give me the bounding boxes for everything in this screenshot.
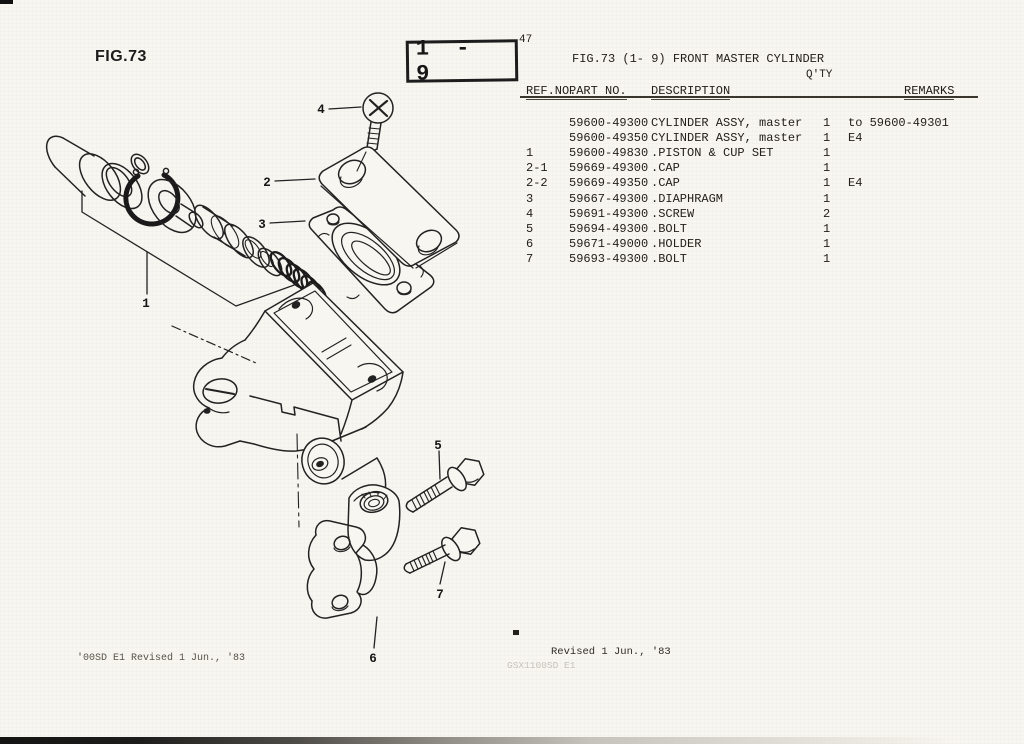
parts-table-body bbox=[520, 116, 978, 267]
table-row bbox=[520, 146, 978, 161]
cell-part: 59694-49300 bbox=[569, 221, 649, 236]
tube-end bbox=[47, 136, 63, 167]
leader-line-2 bbox=[275, 179, 315, 181]
ref-range-stamp bbox=[406, 35, 519, 87]
cell-desc: .BOLT bbox=[651, 251, 688, 266]
callout-1: 1 bbox=[142, 297, 150, 311]
header-part-no: PART NO. bbox=[569, 84, 627, 98]
cell-qty: 1 bbox=[823, 176, 831, 191]
qty-column-header: Q'TY bbox=[806, 69, 833, 81]
callout-2: 2 bbox=[263, 176, 271, 190]
cell-part: 59691-49300 bbox=[569, 206, 649, 221]
leader-line-4 bbox=[329, 107, 361, 109]
cell-desc: CYLINDER ASSY, master bbox=[651, 131, 803, 146]
cell-desc: CYLINDER ASSY, master bbox=[651, 116, 803, 131]
table-row bbox=[520, 222, 978, 237]
cell-ref: 4 bbox=[526, 206, 534, 221]
cell-remarks bbox=[848, 252, 978, 267]
callout-6: 6 bbox=[369, 652, 377, 666]
cell-part: 59600-49350 bbox=[569, 131, 649, 146]
cell-part: 59693-49300 bbox=[569, 251, 649, 266]
table-row bbox=[520, 176, 978, 191]
header-description: DESCRIPTION bbox=[651, 84, 731, 98]
figure-label: FIG.73 bbox=[95, 48, 147, 65]
master-cylinder-body bbox=[194, 283, 403, 560]
cell-remarks: E4 bbox=[848, 131, 863, 146]
snap-ring bbox=[126, 175, 178, 224]
page-number: 47 bbox=[519, 34, 533, 46]
cell-desc: .DIAPHRAGM bbox=[651, 191, 724, 206]
part-screw bbox=[363, 93, 393, 150]
cell-remarks bbox=[848, 207, 978, 222]
header-ref-no: REF.NO. bbox=[526, 84, 577, 98]
footer-revision-right: Revised 1 Jun., '83 bbox=[551, 646, 671, 658]
cell-qty: 2 bbox=[823, 206, 831, 221]
cell-qty: 1 bbox=[823, 131, 831, 146]
cell-remarks: to 59600-49301 bbox=[848, 116, 949, 131]
scan-corner-mark bbox=[0, 0, 13, 4]
cell-remarks bbox=[848, 192, 978, 207]
cell-desc: .PISTON & CUP SET bbox=[651, 146, 774, 161]
cell-qty: 1 bbox=[823, 146, 831, 161]
table-row bbox=[520, 131, 978, 146]
cell-qty: 1 bbox=[823, 191, 831, 206]
table-row bbox=[520, 161, 978, 176]
cell-ref: 3 bbox=[526, 191, 534, 206]
leader-line-5 bbox=[439, 451, 440, 479]
cell-qty: 1 bbox=[823, 236, 831, 251]
callout-4: 4 bbox=[317, 103, 325, 117]
table-row bbox=[520, 192, 978, 207]
footer-bullet-mark bbox=[513, 630, 519, 635]
cell-desc: .CAP bbox=[651, 161, 680, 176]
parts-table bbox=[520, 84, 978, 267]
cell-qty: 1 bbox=[823, 221, 831, 236]
table-title: FIG.73 (1- 9) FRONT MASTER CYLINDER bbox=[572, 52, 825, 66]
leader-line-7 bbox=[440, 562, 445, 584]
cell-qty: 1 bbox=[823, 251, 831, 266]
threads bbox=[412, 485, 440, 510]
cell-part: 59671-49000 bbox=[569, 236, 649, 251]
cell-desc: .HOLDER bbox=[651, 236, 702, 251]
cell-desc: .SCREW bbox=[651, 206, 695, 221]
footer-model-code-faint: GSX1100SD E1 bbox=[507, 660, 576, 671]
cell-desc: .BOLT bbox=[651, 221, 688, 236]
cell-remarks bbox=[848, 161, 978, 176]
cell-part: 59669-49350 bbox=[569, 176, 649, 191]
cell-ref: 6 bbox=[526, 236, 534, 251]
cell-qty: 1 bbox=[823, 161, 831, 176]
cell-ref bbox=[520, 131, 569, 146]
cell-ref: 5 bbox=[526, 221, 534, 236]
threads bbox=[410, 551, 437, 571]
part-bolt-7 bbox=[404, 528, 480, 573]
header-remarks: REMARKS bbox=[904, 84, 955, 98]
cell-ref bbox=[520, 116, 569, 131]
cell-ref: 2-2 bbox=[526, 176, 548, 191]
callout-3: 3 bbox=[258, 218, 266, 232]
cell-part: 59600-49830 bbox=[569, 146, 649, 161]
table-header-rule bbox=[520, 96, 978, 98]
cell-desc: .CAP bbox=[651, 176, 680, 191]
screw-slot bbox=[206, 389, 234, 394]
ref-range-text: 1 - 9 bbox=[415, 35, 477, 87]
callout-5: 5 bbox=[434, 439, 442, 453]
cell-ref: 7 bbox=[526, 251, 534, 266]
phillips-cross bbox=[370, 100, 387, 116]
scan-edge-bar bbox=[0, 737, 985, 744]
leader-line-3 bbox=[270, 221, 305, 223]
part-bolt-5 bbox=[406, 451, 483, 512]
table-row bbox=[520, 207, 978, 222]
table-row bbox=[520, 252, 978, 267]
cell-part: 59667-49300 bbox=[569, 191, 649, 206]
footer-revision-left: '00SD E1 Revised 1 Jun., '83 bbox=[77, 653, 246, 664]
cell-remarks bbox=[848, 222, 978, 237]
table-row bbox=[520, 237, 978, 252]
cell-remarks bbox=[848, 146, 978, 161]
centerline bbox=[172, 326, 256, 363]
callout-7: 7 bbox=[436, 588, 444, 602]
centerline bbox=[297, 434, 299, 527]
cell-part: 59600-49300 bbox=[569, 116, 649, 131]
part-piston-cup-set bbox=[47, 136, 329, 305]
cell-ref: 2-1 bbox=[526, 161, 548, 176]
table-row bbox=[520, 116, 978, 131]
cell-remarks bbox=[848, 237, 978, 252]
cell-part: 59669-49300 bbox=[569, 161, 649, 176]
cell-ref: 1 bbox=[526, 146, 534, 161]
leader-line-6 bbox=[374, 617, 377, 648]
cell-qty: 1 bbox=[823, 116, 831, 131]
cell-remarks: E4 bbox=[848, 176, 863, 191]
